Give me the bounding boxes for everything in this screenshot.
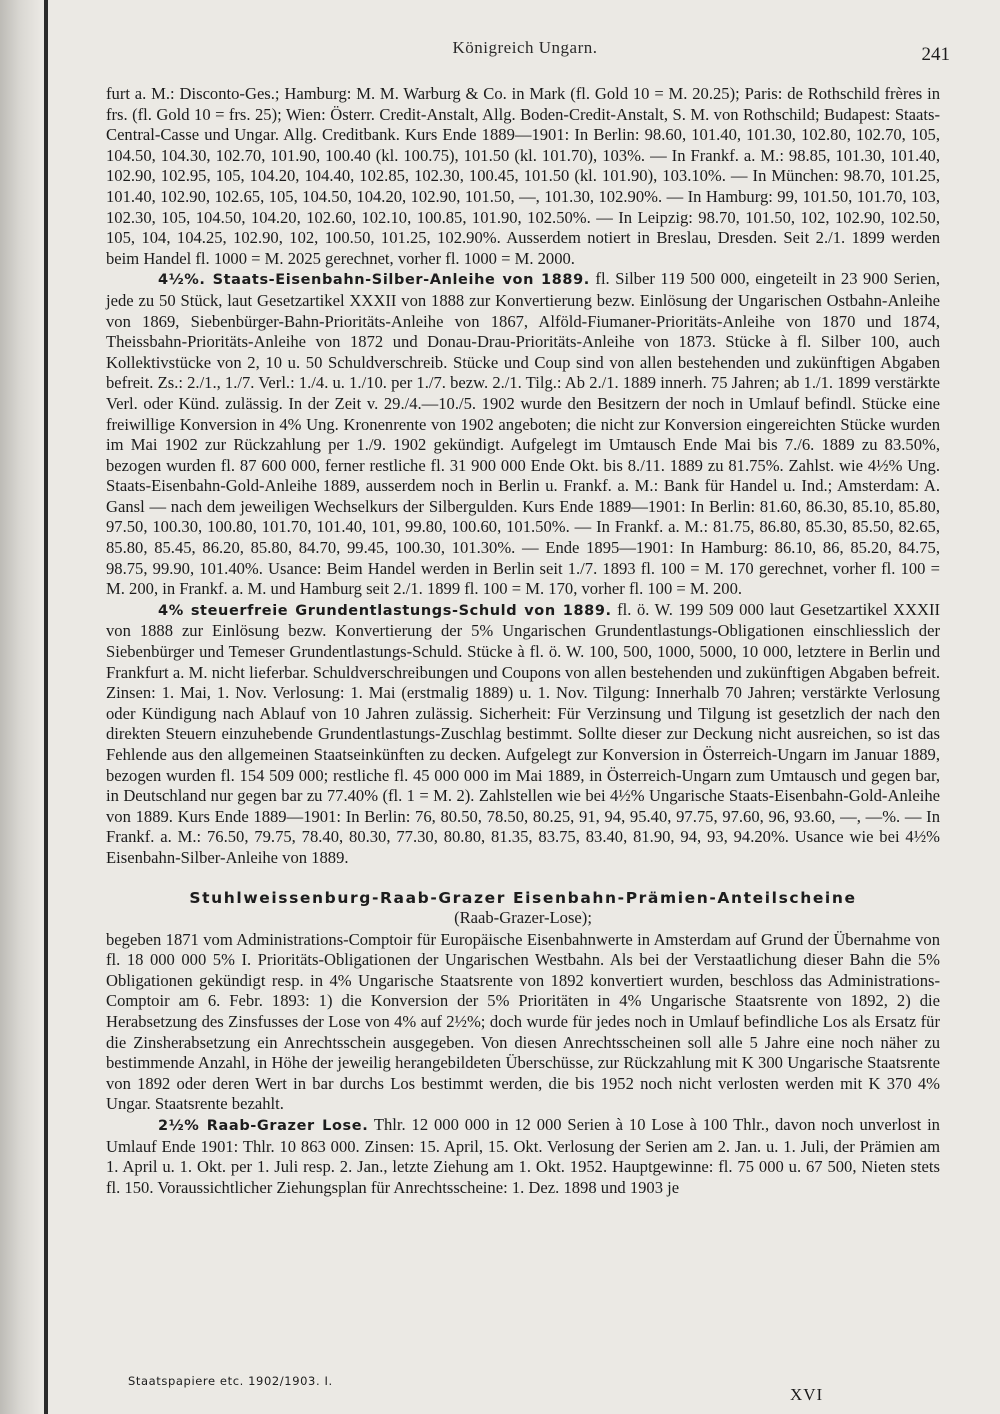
paragraph-heading: 4% steuerfreie Grundentlastungs-Schuld von 1889.: [158, 602, 612, 619]
page-header: [100, 38, 950, 78]
paragraph-text: Thlr. 12 000 000 in 12 000 Serien à 10 Lose à 100 Thlr., davon noch unverlost in Umlauf Ende 1901: Thlr. 10 863 000. Zinsen: 15. April, 15. Okt. Verlosung der Serien am 2. Jan. u. 1. Juli, der Prämien am 1. April u. 1. Okt. per 1. Juli resp. 2. Jan., letzte Ziehung am 1. Okt. 1952. Hauptgewinne: fl. 75 000 u. 67 500, Nieten stets fl. 150. Voraussichtlicher Ziehungsplan für Anrechtsscheine: 1. Dez. 1898 und 1903 je: [106, 1114, 940, 1197]
page-number: 241: [921, 44, 950, 65]
paragraph-text: furt a. M.: Disconto-Ges.; Hamburg: M. M. Warburg & Co. in Mark (fl. Gold 10 = M. 20.25); Paris: de Rothschild frères in frs. (fl. Gold 10 = frs. 25); Wien: Österr. Credit-Anstalt, Allg. Boden-Credit-Anstalt, S. M. von Rothschild; Budapest: Staats-Central-Casse und Ungar. Allg. Creditbank. Kurs Ende 1889—1901: In Berlin: 98.60, 101.40, 101.30, 102.80, 102.70, 105, 104.50, 104.30, 102.70, 101.90, 100.40 (kl. 100.75), 101.50 (kl. 101.70), 103%. — In Frankf. a. M.: 98.85, 101.30, 101.40, 102.90, 102.95, 105, 104.20, 104.40, 102.85, 102.30, 100.45, 101.50 (kl. 101.90), 103.10%. — In München: 98.70, 101.25, 101.40, 102.90, 102.65, 105, 104.50, 104.20, 102.90, 101.50, —, 101.30, 102.90%. — In Hamburg: 99, 101.50, 101.70, 103, 102.30, 105, 104.50, 104.20, 102.60, 102.10, 100.85, 101.90, 102.50%. — In Leipzig: 98.70, 101.50, 102, 102.90, 102.50, 105, 104, 104.25, 102.90, 102, 100.50, 101.25, 102.90%. Ausserdem notiert in Breslau, Dresden. Seit 2./1. 1899 werden beim Handel fl. 1000 = M. 2025 gerechnet, vorher fl. 1000 = M. 2000.: [106, 84, 940, 268]
section-title: Stuhlweissenburg-Raab-Grazer Eisenbahn-Prämien-Anteilscheine: [189, 888, 857, 907]
footer-sheet-number: XVI: [790, 1385, 824, 1404]
paragraph-text: fl. ö. W. 199 509 000 laut Gesetzartikel XXXII von 1888 zur Einlösung bezw. Konvertierung der 5% Ungarischen Grundentlastungs-Obligationen einschliesslich der Siebenbürger und Temeser Grundentlastungs-Schuld. Stücke à fl. ö. W. 100, 500, 1000, 5000, 10 000, letztere in Berlin und Frankfurt a. M. nicht lieferbar. Schuldverschreibungen und Coupons von allen bestehenden und zukünftigen Abgaben befreit. Zinsen: 1. Mai, 1. Nov. Verlosung: 1. Mai (erstmalig 1889) u. 1. Nov. Tilgung: Innerhalb 70 Jahren; verstärkte Verlosung oder Kündigung nach Ablauf von 10 Jahren zulässig. Sicherheit: Für Verzinsung und Tilgung ist gesetzlich der nach den direkten Steuern einzuhebende Grundentlastungs-Zuschlag bestimmt. Sollte dieser zur Deckung nicht ausreichen, so ist das Fehlende aus den allgemeinen Staatseinkünften zu decken. Aufgelegt zur Konversion in Österreich-Ungarn im Januar 1889, bezogen wurden fl. 154 509 000; restliche fl. 45 000 000 im Mai 1889, in Österreich-Ungarn zum Umtausch und gegen bar, in Deutschland nur gegen bar zu 77.40% (fl. 1 = M. 2). Zahlstellen wie bei 4½% Ungarische Staats-Eisenbahn-Gold-Anleihe von 1889. Kurs Ende 1889—1901: In Berlin: 76, 80.50, 78.50, 80.25, 91, 94, 95.40, 97.75, 97.60, 96, 93.60, —, —%. — In Frankf. a. M.: 76.50, 79.75, 78.40, 80.30, 77.30, 80.80, 81.35, 83.75, 83.40, 81.90, 94, 93, 94.20%. Usance wie bei 4½% Eisenbahn-Silber-Anleihe von 1889.: [106, 599, 941, 867]
paragraph-raab-grazer-lose: [106, 1115, 940, 1198]
paragraph-continuation: [106, 84, 940, 269]
running-title: Königreich Ungarn.: [452, 38, 598, 57]
paragraph-heading: 4½%. Staats-Eisenbahn-Silber-Anleihe von 1889.: [158, 272, 590, 289]
paragraph-text: begeben 1871 vom Administrations-Comptoir für Europäische Eisenbahnwerte in Amsterdam auf Grund der Übernahme von fl. 18 000 000 5% I. Prioritäts-Obligationen der Ungarischen Westbahn. Als bei der Verstaatlichung dieser Bahn die 5% Obligationen gekündigt resp. in 4% Ungarische Staatsrente von 1892 konvertiert wurden, beschloss das Administrations-Comptoir am 6. Febr. 1893: 1) die Konversion der 5% Prioritäten in 4% Ungarische Staatsrente von 1892, 2) die Herabsetzung des Zinsfusses der Lose von 4% auf 2½%; doch wurde für jedes noch in Umlauf befindliche Los als Ersatz für die Zinsherabsetzung ein Anrechtsschein ausgegeben. Von diesen Anrechtsscheinen soll alle 5 Jahre eine noch näher zu bestimmende Anzahl, in Höhe der jeweilig herangebildeten Überschüsse, zur Rückzahlung mit K 300 Ungarische Staatsrente von 1892 oder deren Wert in bar durchs Los bestimmt werden, die bis 1952 noch nicht verlosten werden mit K 370 4% Ungar. Staatsrente bezahlt.: [106, 929, 940, 1114]
page-binding-shadow: [0, 0, 42, 1414]
footer-signature: Staatspapiere etc. 1902/1903. I.: [128, 1374, 333, 1388]
section-subtitle: (Raab-Grazer-Lose);: [454, 907, 592, 927]
paragraph-section-intro: [106, 930, 940, 1115]
paragraph-silver-loan: [106, 269, 940, 600]
paragraph-text: fl. Silber 119 500 000, eingeteilt in 23 900 Serien, jede zu 50 Stück, laut Gesetzartikel XXXII von 1888 zur Konvertierung bezw. Einlösung der Ungarischen Ostbahn-Anleihe von 1869, Siebenbürger-Bahn-Prioritäts-Anleihe von 1867, Alföld-Fiumaner-Prioritäts-Anleihe von 1870 und 1874, Theissbahn-Prioritäts-Anleihe von 1872 und Donau-Drau-Prioritäts-Anleihe von 1873. Stücke à fl. Silber 100, auch Kollektivstücke von 2, 10 u. 50 Schuldverschreib. Stücke und Coup sind von allen bestehenden und zukünftigen Abgaben befreit. Zs.: 2./1., 1./7. Verl.: 1./4. u. 1./10. per 1./7. bezw. 2./1. Tilg.: Ab 2./1. 1889 innerh. 75 Jahren; ab 1./1. 1899 verstärkte Verl. oder Künd. zulässig. In der Zeit v. 29./4.—10./5. 1902 wurde den Besitzern der noch in Umlauf befindl. Stücke eine freiwillige Konversion in 4% Ung. Kronenrente von 1902 angeboten; die nicht zur Konversion eingereichten Stücke wurden im Mai 1902 zur Rückzahlung per 1./9. 1902 gekündigt. Aufgelegt im Umtausch Ende Mai bis 7./6. 1889 zu 83.50%, bezogen wurden fl. 87 600 000, ferner restliche fl. 31 900 000 Ende Okt. bis 8./11. 1889 zu 81.75%. Zahlst. wie 4½% Ung. Staats-Eisenbahn-Gold-Anleihe 1889, ausserdem noch in Berlin u. Frankf. a. M.: Bank für Handel u. Ind.; Amsterdam: A. Gansl — nach dem jeweiligen Wechselkurs der Silbergulden. Kurs Ende 1889—1901: In Berlin: 81.60, 86.30, 85.10, 85.80, 97.50, 100.30, 100.80, 101.70, 101.40, 101, 99.80, 100.60, 101.50%. — In Frankf. a. M.: 81.75, 86.80, 85.30, 85.50, 82.65, 85.80, 85.45, 86.20, 85.80, 84.70, 99.45, 100.30, 101.30%. — Ende 1895—1901: In Hamburg: 86.10, 86, 85.20, 84.75, 98.75, 99.90, 101.40%. Usance: Beim Handel werden in Berlin seit 1./7. 1893 fl. 100 = M. 170 gerechnet, vorher fl. 100 = M. 200, in Frankf. a. M. und Hamburg seit 2./1. 1899 fl. 100 = M. 170, vorher fl. 100 = M. 200.: [106, 269, 940, 599]
body-text: [106, 84, 940, 1198]
paragraph-land-relief-debt: [106, 600, 940, 869]
paragraph-heading: 2½% Raab-Grazer Lose.: [158, 1117, 369, 1134]
page-binding-edge: [44, 0, 48, 1414]
